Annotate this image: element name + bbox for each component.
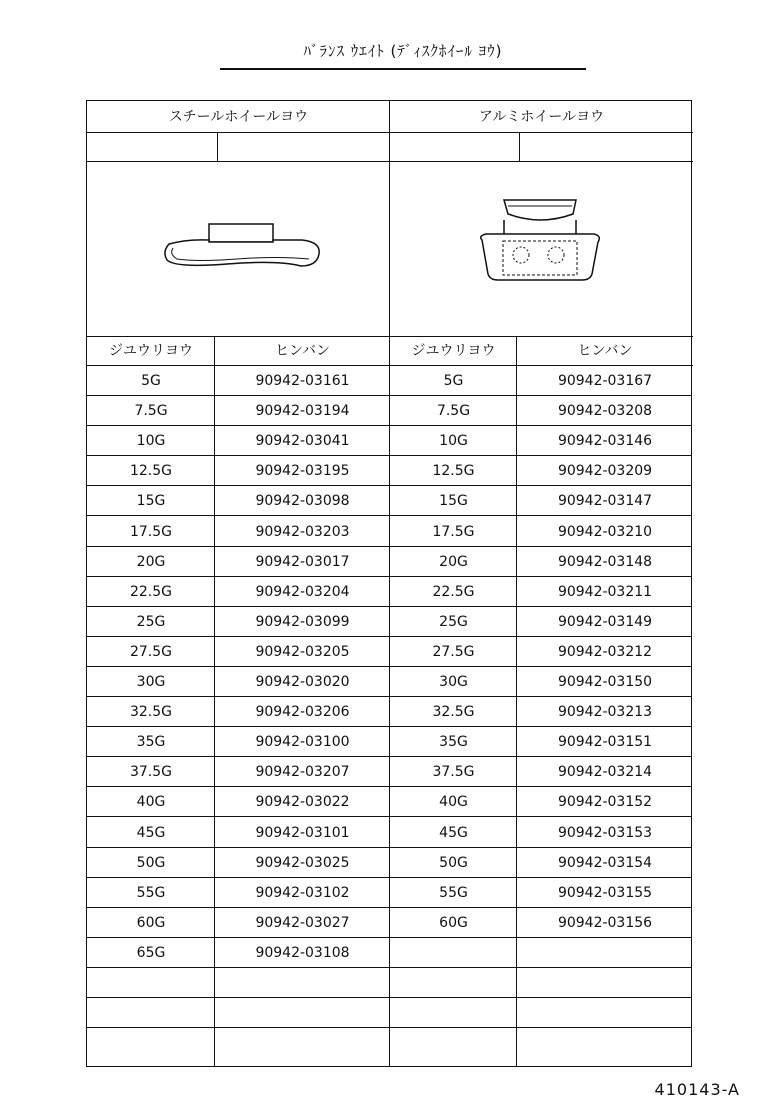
alloy-weight-cell: 22.5G: [432, 583, 475, 600]
steel-part-no-cell: 90942-03100: [255, 734, 350, 751]
steel-part-no-cell: 90942-03017: [255, 553, 350, 570]
alloy-part-no-cell: 90942-03153: [557, 824, 653, 841]
steel-weight-cell: 45G: [136, 824, 166, 841]
steel-weight-cell: 35G: [136, 734, 166, 751]
steel-part-no-cell: 90942-03101: [255, 824, 350, 841]
alloy-part-no-cell: 90942-03150: [557, 674, 653, 690]
table-row: [87, 848, 691, 878]
steel-part-no-cell: 90942-03161: [255, 373, 350, 389]
sub-divider: [217, 133, 218, 161]
steel-part-no-cell: [215, 968, 390, 997]
table-row: [87, 998, 691, 1028]
steel-wheel-weight-drawing: [87, 162, 390, 337]
table-row: [87, 818, 691, 848]
alloy-part-no-cell: 90942-03211: [557, 583, 653, 600]
alloy-weight-cell: 32.5G: [432, 704, 475, 721]
alloy-part-no-cell: [517, 968, 693, 997]
alloy-part-no-cell: 90942-03209: [557, 463, 653, 480]
alloy-part-no-cell: 90942-03151: [557, 734, 653, 751]
steel-weight-cell: 22.5G: [129, 583, 173, 600]
alloy-wheel-weight-drawing: [390, 162, 693, 337]
illustration-band: [87, 162, 693, 337]
steel-part-no-cell: 90942-03207: [255, 764, 350, 781]
document-title: ﾊﾞﾗﾝｽ ｳｴｲﾄ (ﾃﾞｨｽｸﾎｲｰﾙ ﾖｳ): [303, 42, 503, 60]
steel-part-no-cell: [215, 998, 390, 1027]
steel-weight-cell: 60G: [136, 914, 166, 931]
steel-part-no-cell: 90942-03102: [255, 884, 350, 901]
figure-code: 410143-A: [654, 1080, 740, 1099]
blank-sub-row: [87, 133, 693, 162]
table-row: [87, 547, 691, 577]
alloy-part-no-cell: 90942-03208: [557, 403, 653, 420]
alloy-part-no-cell: 90942-03213: [557, 704, 653, 721]
alloy-part-no-cell: 90942-03147: [557, 493, 653, 510]
table-row: [87, 697, 691, 727]
table-row: [87, 517, 691, 547]
steel-part-no-cell: [215, 1028, 390, 1058]
steel-weight-cell: 27.5G: [129, 643, 173, 660]
table-row: [87, 486, 691, 516]
alloy-weight-cell: 30G: [439, 674, 468, 690]
table-row: [87, 1028, 691, 1058]
table-row: [87, 426, 691, 456]
steel-part-no-cell: 90942-03195: [255, 463, 350, 480]
alloy-part-no-cell: 90942-03146: [557, 433, 653, 450]
table-row: [87, 878, 691, 908]
alloy-weight-cell: [390, 968, 517, 997]
alloy-weight-cell: 40G: [439, 794, 468, 811]
table-row: [87, 667, 691, 697]
table-row: [87, 908, 691, 938]
steel-part-no-cell: 90942-03099: [255, 613, 350, 630]
alloy-weight-cell: 50G: [439, 854, 468, 871]
alloy-weight-cell: [390, 998, 517, 1027]
table-row: [87, 727, 691, 757]
steel-part-no-cell: 90942-03022: [255, 794, 350, 811]
table-row: [87, 787, 691, 817]
alloy-weight-cell: 35G: [439, 734, 468, 751]
section-alloy-header: アルミホイールヨウ: [390, 101, 693, 133]
steel-weight-cell: [87, 968, 215, 997]
steel-weight-cell: 10G: [136, 433, 166, 450]
alloy-weight-cell: 12.5G: [432, 463, 475, 480]
steel-weight-cell: [87, 998, 215, 1027]
steel-weight-cell: 20G: [136, 553, 166, 570]
alloy-part-no-cell: 90942-03156: [557, 914, 653, 931]
steel-part-no-cell: 90942-03194: [255, 403, 350, 420]
section-steel-header: スチールホイールヨウ: [87, 101, 390, 133]
alloy-weight-cell: [390, 1028, 517, 1058]
alloy-weight-cell: 25G: [439, 613, 468, 630]
steel-weight-cell: 15G: [136, 493, 166, 510]
steel-weight-cell: 55G: [136, 884, 166, 901]
alloy-part-no-cell: 90942-03155: [557, 884, 653, 901]
table-row: [87, 938, 691, 968]
steel-part-no-cell: 90942-03020: [255, 674, 350, 690]
steel-part-no-cell: 90942-03204: [255, 583, 350, 600]
steel-weight-cell: 50G: [136, 854, 166, 871]
alloy-weight-cell: 37.5G: [432, 764, 475, 781]
alloy-weight-cell: 60G: [439, 914, 468, 931]
sub-divider: [519, 133, 520, 161]
alloy-part-no-cell: 90942-03210: [557, 523, 653, 540]
alloy-part-no-cell: 90942-03148: [557, 553, 653, 570]
table-row: [87, 456, 691, 486]
alloy-part-no-cell: [517, 998, 693, 1027]
steel-weight-cell: 40G: [136, 794, 166, 811]
steel-weight-cell: 17.5G: [129, 523, 173, 540]
steel-weight-cell: 25G: [136, 613, 166, 630]
steel-part-no-cell: 90942-03041: [255, 433, 350, 450]
alloy-weight-cell: 45G: [439, 824, 468, 841]
table-row: [87, 637, 691, 667]
table-row: [87, 366, 691, 396]
title-underline: [220, 68, 586, 70]
table-row: [87, 757, 691, 787]
alloy-part-no-cell: 90942-03152: [557, 794, 653, 811]
steel-weight-cell: 7.5G: [134, 403, 168, 420]
alloy-part-no-cell: 90942-03214: [557, 764, 653, 781]
alloy-part-no-cell: 90942-03154: [557, 854, 653, 871]
steel-weight-cell: 12.5G: [129, 463, 173, 480]
steel-part-no-cell: 90942-03203: [255, 523, 350, 540]
steel-part-no-cell: 90942-03108: [255, 944, 350, 961]
steel-weight-cell: 5G: [141, 373, 161, 389]
alloy-part-no-cell: 90942-03149: [557, 613, 653, 630]
col-header-alloy-weight: ジユウリヨウ: [390, 337, 517, 366]
col-header-alloy-part-no: ヒンバン: [517, 337, 693, 366]
alloy-part-no-cell: 90942-03167: [557, 373, 653, 389]
steel-weight-cell: [87, 1028, 215, 1058]
alloy-weight-cell: 5G: [443, 373, 464, 389]
table-row: [87, 577, 691, 607]
alloy-weight-cell: 27.5G: [432, 643, 475, 660]
alloy-weight-cell: 7.5G: [436, 403, 471, 420]
steel-weight-cell: 65G: [136, 944, 166, 961]
steel-weight-cell: 32.5G: [129, 704, 173, 721]
table-row: [87, 396, 691, 426]
steel-part-no-cell: 90942-03025: [255, 854, 350, 871]
steel-part-no-cell: 90942-03098: [255, 493, 350, 510]
alloy-weight-cell: 10G: [439, 433, 468, 450]
col-header-steel-part-no: ヒンバン: [215, 337, 390, 366]
alloy-weight-cell: [390, 938, 517, 967]
steel-part-no-cell: 90942-03027: [255, 914, 350, 931]
alloy-part-no-cell: [517, 1028, 693, 1058]
table-row: [87, 968, 691, 998]
col-header-steel-weight: ジユウリヨウ: [87, 337, 215, 366]
steel-weight-cell: 37.5G: [129, 764, 173, 781]
steel-part-no-cell: 90942-03206: [255, 704, 350, 721]
alloy-weight-cell: 15G: [439, 493, 468, 510]
steel-part-no-cell: 90942-03205: [255, 643, 350, 660]
alloy-weight-cell: 55G: [439, 884, 468, 901]
table-row: [87, 607, 691, 637]
alloy-part-no-cell: [517, 938, 693, 967]
alloy-weight-cell: 17.5G: [432, 523, 475, 540]
alloy-part-no-cell: 90942-03212: [557, 643, 653, 660]
parts-table: [86, 100, 692, 1067]
alloy-weight-cell: 20G: [439, 553, 468, 570]
steel-weight-cell: 30G: [136, 674, 166, 690]
